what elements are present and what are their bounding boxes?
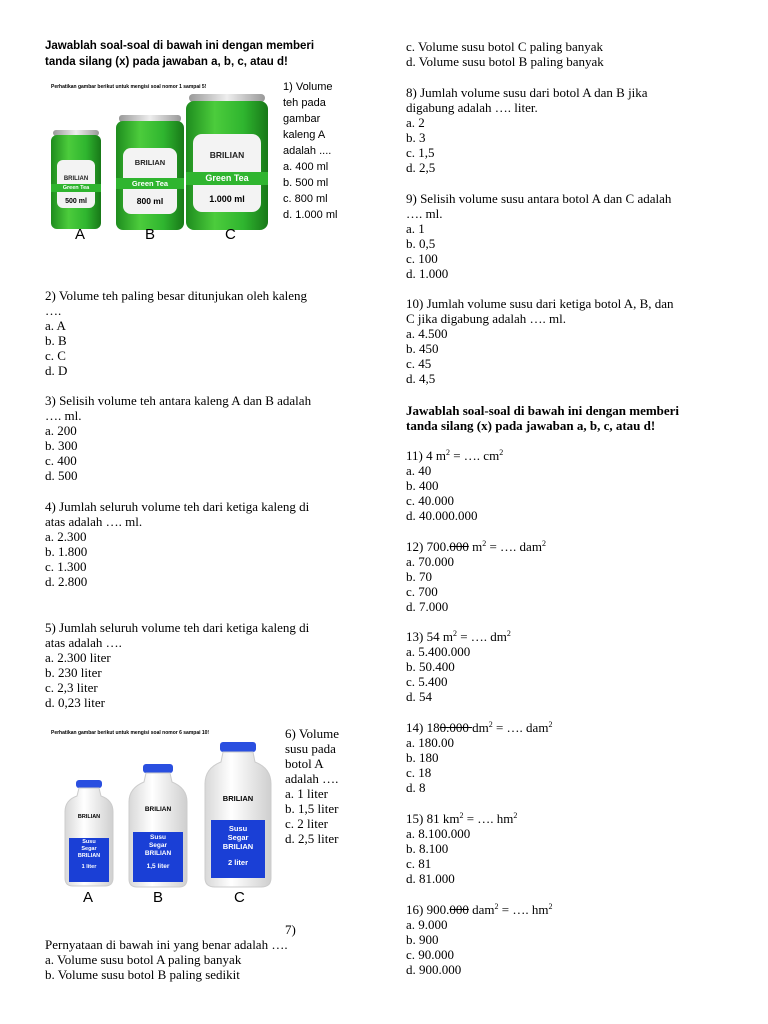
bottle-volume: 1 liter [81, 864, 97, 870]
superscript: 2 [541, 539, 546, 548]
strikethrough: 0.000 [439, 720, 473, 735]
bottle-text-line: BRILIAN [222, 842, 254, 851]
figure-caption: Perhatikan gambar berikut untuk mengisi soal nomor 6 sampai 10! [51, 730, 210, 736]
can-a-product: Green Tea [51, 184, 101, 192]
q12-text: m [468, 539, 483, 554]
q12-prompt [406, 539, 546, 554]
bottle-text-line: BRILIAN [144, 850, 172, 857]
q13-prompt [406, 629, 511, 644]
superscript: 2 [445, 448, 450, 457]
q11-option-c: c. 40.000 [406, 493, 455, 508]
bottle-text-line: Susu [150, 834, 166, 841]
question-13 [406, 629, 511, 704]
q5-option-a: a. 2.300 liter [45, 650, 111, 665]
q1-option-c: c. 800 ml [283, 193, 328, 205]
q4-line: 4) Jumlah seluruh volume teh dari ketiga kaleng di [45, 499, 310, 514]
q8-line: digabung adalah …. liter. [406, 100, 538, 115]
superscript: 2 [506, 629, 511, 638]
q12-option-a: a. 70.000 [406, 554, 455, 569]
superscript: 2 [494, 902, 499, 911]
q10-option-a: a. 4.500 [406, 326, 448, 341]
q13-option-c: c. 5.400 [406, 674, 448, 689]
q16-option-b: b. 900 [406, 932, 439, 947]
q7-option-c: c. Volume susu botol C paling banyak [406, 39, 604, 54]
q16-option-d: d. 900.000 [406, 962, 462, 977]
q6-line: adalah …. [285, 771, 339, 786]
q1-line: teh pada [283, 97, 326, 109]
can-c-product: Green Tea [186, 172, 268, 185]
q11-option-d: d. 40.000.000 [406, 508, 478, 523]
q7-option-d: d. Volume susu botol B paling banyak [406, 54, 604, 69]
superscript: 2 [513, 811, 518, 820]
header-line: tanda silang (x) pada jawaban a, b, c, atau d! [45, 56, 288, 68]
q5-option-c: c. 2,3 liter [45, 680, 98, 695]
can-a-volume: 500 ml [65, 198, 87, 205]
q12-option-c: c. 700 [406, 584, 438, 599]
bottle-text-line: Segar [81, 846, 97, 852]
q1-option-d: d. 1.000 ml [283, 209, 338, 221]
q14-option-b: b. 180 [406, 750, 439, 765]
q9-line: 9) Selisih volume susu antara botol A dan C adalah [406, 191, 672, 206]
can-b [116, 115, 184, 230]
bottle-text-line: Segar [227, 833, 249, 842]
q11-prompt [406, 448, 503, 463]
header-line: Jawablah soal-soal di bawah ini dengan memberi [45, 40, 315, 52]
q15-text: 15) 81 km [406, 811, 460, 826]
superscript: 2 [482, 539, 487, 548]
q10-line: 10) Jumlah volume susu dari ketiga botol A, B, dan [406, 296, 674, 311]
strikethrough: 000 [449, 539, 469, 554]
strikethrough: 000 [449, 902, 469, 917]
can-b-volume: 800 ml [136, 196, 164, 206]
q8-option-c: c. 1,5 [406, 145, 435, 160]
q11-option-a: a. 40 [406, 463, 432, 478]
figure-bottles [45, 728, 281, 913]
q4-option-c: c. 1.300 [45, 559, 87, 574]
superscript: 2 [452, 629, 457, 638]
q3-option-d: d. 500 [45, 468, 78, 483]
figure-caption: Perhatikan gambar berikut untuk mengisi soal nomor 1 sampai 5! [51, 84, 207, 90]
q3-option-a: a. 200 [45, 423, 77, 438]
q8-line: 8) Jumlah volume susu dari botol A dan B jika [406, 85, 648, 100]
q2-option-b: b. B [45, 333, 67, 348]
q2-line: …. [45, 303, 62, 318]
question-7-number: 7) [285, 922, 296, 937]
q1-line: 1) Volume [283, 81, 333, 93]
q15-option-c: c. 81 [406, 856, 432, 871]
question-10 [406, 296, 674, 386]
question-16 [406, 902, 552, 977]
q3-option-b: b. 300 [45, 438, 78, 453]
q1-option-b: b. 500 ml [283, 177, 329, 189]
can-c-brand: BRILIAN [209, 150, 245, 160]
q15-prompt [406, 811, 517, 826]
bottle-text-line: Segar [148, 842, 168, 849]
q3-option-c: c. 400 [45, 453, 77, 468]
superscript: 2 [548, 902, 553, 911]
bottle-c-brand: BRILIAN [222, 794, 254, 803]
q15-option-a: a. 8.100.000 [406, 826, 471, 841]
q9-option-d: d. 1.000 [406, 266, 449, 281]
section-header-right [406, 403, 679, 433]
q2-line: 2) Volume teh paling besar ditunjukan oleh kaleng [45, 288, 307, 303]
can-a-label: A [75, 226, 86, 243]
q5-option-b: b. 230 liter [45, 665, 102, 680]
q12-text: 12) 700. [406, 539, 450, 554]
q7-option-a: a. Volume susu botol A paling banyak [45, 952, 242, 967]
q11-option-b: b. 400 [406, 478, 439, 493]
section-header-left [45, 38, 314, 70]
q6-option-b: b. 1,5 liter [285, 801, 339, 816]
q14-text: dm [472, 720, 489, 735]
q10-option-b: b. 450 [406, 341, 439, 356]
q13-text: 13) 54 m [406, 629, 453, 644]
q13-option-a: a. 5.400.000 [406, 644, 471, 659]
q2-option-d: d. D [45, 363, 68, 378]
q4-option-a: a. 2.300 [45, 529, 87, 544]
bottle-text-line: Susu [82, 839, 96, 845]
q5-option-d: d. 0,23 liter [45, 695, 105, 710]
bottle-text-line: BRILIAN [77, 853, 101, 859]
q11-text: = …. cm [449, 448, 500, 463]
question-7-continued [406, 39, 604, 69]
q13-option-b: b. 50.400 [406, 659, 455, 674]
q10-option-d: d. 4,5 [406, 371, 436, 386]
q1-line: kaleng A [283, 129, 326, 141]
q11-text: 11) 4 m [406, 448, 446, 463]
can-b-brand: BRILIAN [134, 158, 166, 167]
question-12 [406, 539, 546, 614]
q16-text: = …. hm [498, 902, 549, 917]
header-line: tanda silang (x) pada jawaban a, b, c, atau d! [406, 418, 656, 433]
question-3 [45, 393, 311, 483]
question-7 [45, 937, 288, 982]
q6-option-c: c. 2 liter [285, 816, 328, 831]
question-4 [45, 499, 309, 589]
question-14 [406, 720, 552, 795]
question-15 [406, 811, 517, 886]
q6-line: 6) Volume [285, 726, 340, 741]
q10-option-c: c. 45 [406, 356, 432, 371]
q2-option-a: a. A [45, 318, 66, 333]
q6-line: botol A [285, 756, 324, 771]
bottle-volume: 2 liter [227, 858, 248, 867]
q12-option-d: d. 7.000 [406, 599, 449, 614]
q10-line: C jika digabung adalah …. ml. [406, 311, 566, 326]
question-6 [285, 726, 339, 846]
q7-line: Pernyataan di bawah ini yang benar adalah …. [45, 937, 288, 952]
q4-line: atas adalah …. ml. [45, 514, 143, 529]
superscript: 2 [488, 720, 493, 729]
q15-text: = …. hm [463, 811, 514, 826]
question-2 [45, 288, 307, 378]
q1-option-a: a. 400 ml [283, 161, 329, 173]
q9-line: …. ml. [406, 206, 443, 221]
question-8 [406, 85, 648, 175]
question-9 [406, 191, 671, 281]
q1-line: adalah .... [283, 145, 332, 157]
q13-option-d: d. 54 [406, 689, 432, 704]
header-line: Jawablah soal-soal di bawah ini dengan memberi [406, 403, 680, 418]
q14-prompt [406, 720, 552, 735]
bottle-b-brand: BRILIAN [144, 806, 172, 813]
q14-option-c: c. 18 [406, 765, 432, 780]
q5-line: 5) Jumlah seluruh volume teh dari ketiga kaleng di [45, 620, 310, 635]
q7-option-b: b. Volume susu botol B paling sedikit [45, 967, 240, 982]
q8-option-d: d. 2,5 [406, 160, 436, 175]
q1-line: gambar [283, 113, 321, 125]
bottle-text-line: Susu [228, 824, 248, 833]
superscript: 2 [548, 720, 553, 729]
figure-cans [45, 80, 281, 245]
can-c [186, 94, 268, 230]
q16-text: 16) 900. [406, 902, 450, 917]
q12-text: = …. dam [486, 539, 542, 554]
can-c-volume: 1.000 ml [209, 194, 245, 204]
can-c-label: C [225, 226, 236, 243]
bottle-volume: 1,5 liter [146, 863, 170, 870]
superscript: 2 [499, 448, 504, 457]
q2-option-c: c. C [45, 348, 66, 363]
q3-line: …. ml. [45, 408, 82, 423]
q14-text: 14) 18 [406, 720, 440, 735]
bottle-c-label: C [234, 889, 245, 906]
q16-prompt [406, 902, 552, 917]
q9-option-c: c. 100 [406, 251, 438, 266]
q16-text: dam [468, 902, 495, 917]
q8-option-a: a. 2 [406, 115, 425, 130]
question-1 [283, 79, 337, 223]
q3-line: 3) Selisih volume teh antara kaleng A dan B adalah [45, 393, 312, 408]
q15-option-d: d. 81.000 [406, 871, 455, 886]
bottle-c-text [211, 824, 265, 867]
q9-option-b: b. 0,5 [406, 236, 436, 251]
bottle-b-text [133, 834, 183, 871]
question-11 [406, 448, 503, 523]
bottle-a-brand: BRILIAN [77, 814, 101, 820]
q4-option-d: d. 2.800 [45, 574, 88, 589]
q16-option-a: a. 9.000 [406, 917, 448, 932]
q13-text: = …. dm [456, 629, 507, 644]
can-b-label: B [145, 226, 156, 243]
q16-option-c: c. 90.000 [406, 947, 455, 962]
q6-option-a: a. 1 liter [285, 786, 328, 801]
question-5 [45, 620, 309, 710]
can-b-product: Green Tea [116, 178, 184, 189]
q6-option-d: d. 2,5 liter [285, 831, 339, 846]
bottle-a-text [69, 839, 109, 871]
q14-option-d: d. 8 [406, 780, 426, 795]
q14-text: = …. dam [492, 720, 549, 735]
q4-option-b: b. 1.800 [45, 544, 88, 559]
q9-option-a: a. 1 [406, 221, 425, 236]
superscript: 2 [459, 811, 464, 820]
q5-line: atas adalah …. [45, 635, 122, 650]
q6-line: susu pada [285, 741, 336, 756]
q12-option-b: b. 70 [406, 569, 432, 584]
bottle-b-label: B [153, 889, 164, 906]
can-a-brand: BRILIAN [63, 176, 89, 182]
bottle-a-label: A [83, 889, 94, 906]
q8-option-b: b. 3 [406, 130, 426, 145]
q15-option-b: b. 8.100 [406, 841, 449, 856]
q14-option-a: a. 180.00 [406, 735, 455, 750]
